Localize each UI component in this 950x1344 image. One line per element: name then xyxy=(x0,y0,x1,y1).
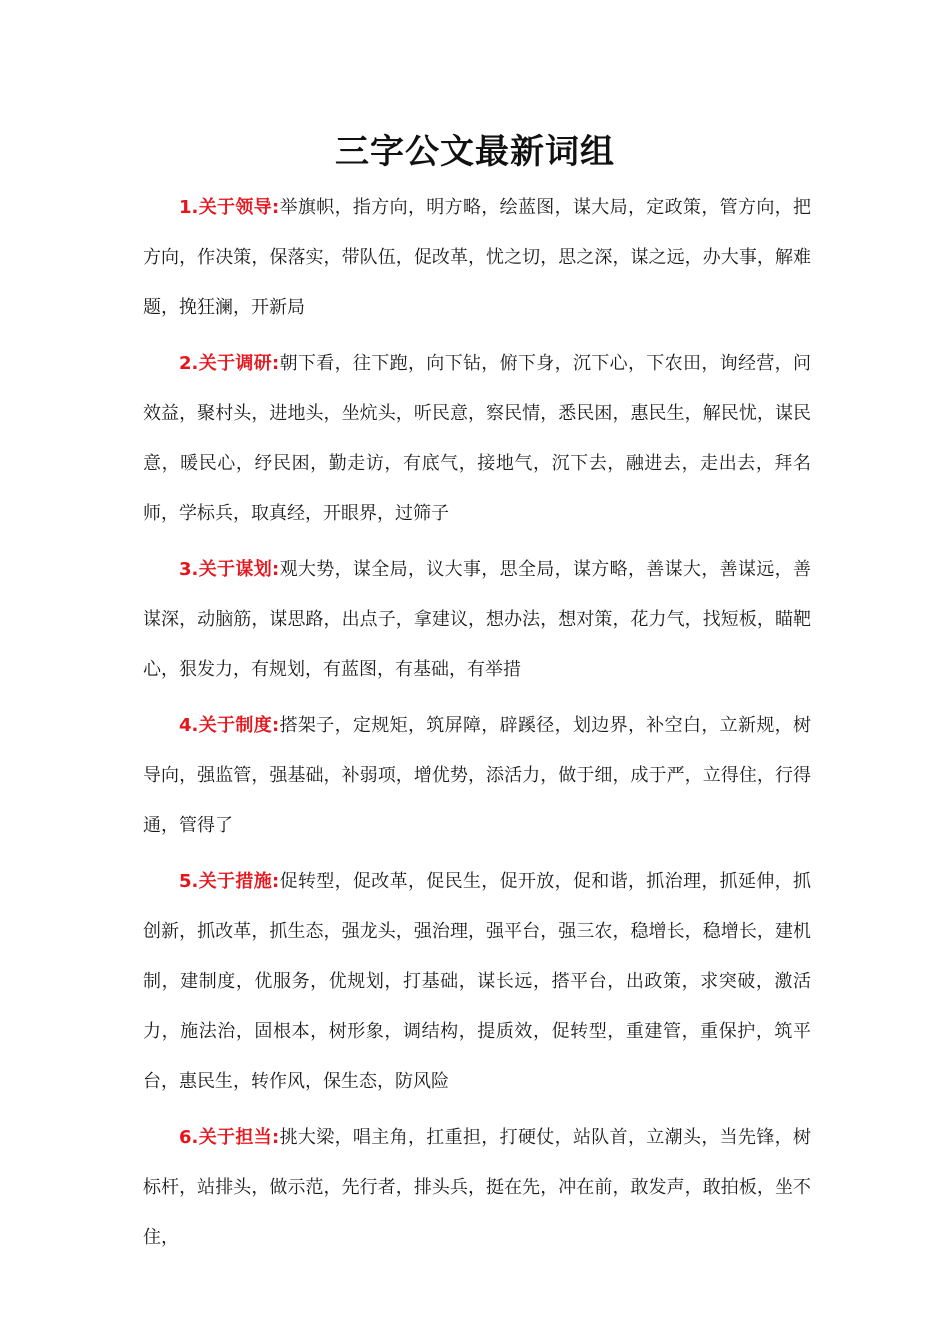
section-responsibility xyxy=(143,1113,811,1263)
section-text: 观大势，谋全局，议大事，思全局，谋方略，善谋大，善谋远，善谋深，动脑筋，谋思路，出点子，拿建议，想办法，想对策，花力气，找短板，瞄靶心，狠发力，有规划，有蓝图，有基础，有举措 xyxy=(143,559,812,680)
section-label: 1.关于领导: xyxy=(179,197,280,218)
document-body xyxy=(143,183,811,1269)
section-leadership xyxy=(143,183,811,333)
section-label: 6.关于担当: xyxy=(179,1127,280,1148)
section-measures xyxy=(143,857,811,1107)
section-label: 5.关于措施: xyxy=(179,871,280,892)
section-planning xyxy=(143,545,811,695)
section-label: 3.关于谋划: xyxy=(179,559,280,580)
section-system xyxy=(143,701,811,851)
section-text: 促转型，促改革，促民生，促开放，促和谐，抓治理，抓延伸，抓创新，抓改革，抓生态，强龙头，强治理，强平台，强三农，稳增长，稳增长，建机制，建制度，优服务，优规划，打基础，谋长远，搭平台，出政策，求突破，激活力，施法治，固根本，树形象，调结构，提质效，促转型，重建管，重保护，筑平台，惠民生，转作风，保生态，防风险 xyxy=(143,871,812,1092)
section-text: 挑大梁，唱主角，扛重担，打硬仗，站队首，立潮头，当先锋，树标杆，站排头，做示范，先行者，排头兵，挺在先，冲在前，敢发声，敢拍板，坐不住， xyxy=(143,1127,812,1248)
section-text: 搭架子，定规矩，筑屏障，辟蹊径，划边界，补空白，立新规，树导向，强监管，强基础，补弱项，增优势，添活力，做于细，成于严，立得住，行得通，管得了 xyxy=(143,715,812,836)
page-title: 三字公文最新词组 xyxy=(335,132,615,172)
section-label: 2.关于调研: xyxy=(179,353,280,374)
section-text: 朝下看，往下跑，向下钻，俯下身，沉下心，下农田，询经营，问效益，聚村头，进地头，坐炕头，听民意，察民情，悉民困，惠民生，解民忧，谋民意，暖民心，纾民困，勤走访，有底气，接地气，沉下去，融进去，走出去，拜名师，学标兵，取真经，开眼界，过筛子 xyxy=(143,353,812,524)
section-research xyxy=(143,339,811,539)
section-text: 举旗帜，指方向，明方略，绘蓝图，谋大局，定政策，管方向，把方向，作决策，保落实，带队伍，促改革，忧之切，思之深，谋之远，办大事，解难题，挽狂澜，开新局 xyxy=(143,197,812,318)
section-label: 4.关于制度: xyxy=(179,715,280,736)
